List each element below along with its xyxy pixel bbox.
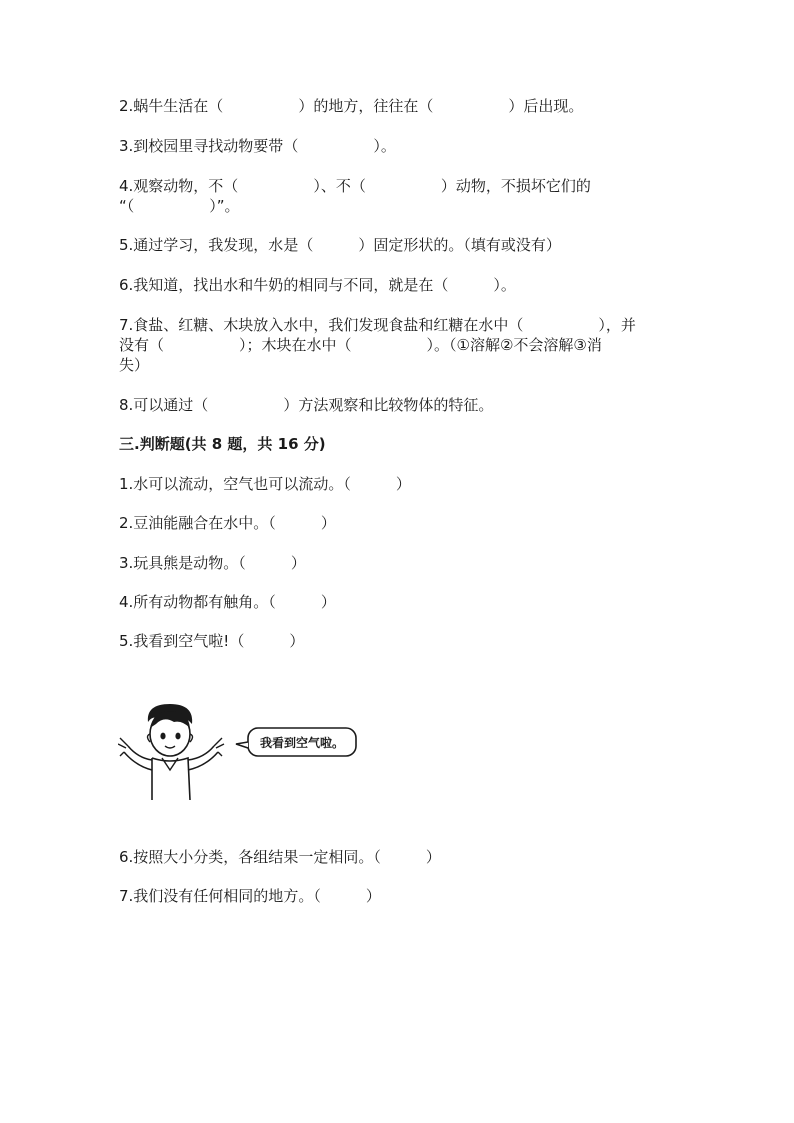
question-fill-3: 3.到校园里寻找动物要带（ ）。 [119, 137, 396, 155]
question-judge-2: 2.豆油能融合在水中。（ ） [119, 514, 336, 532]
question-judge-1: 1.水可以流动，空气也可以流动。（ ） [119, 475, 411, 493]
question-fill-8: 8.可以通过（ ）方法观察和比较物体的特征。 [119, 396, 494, 414]
question-fill-6: 6.我知道，找出水和牛奶的相同与不同，就是在（ ）。 [119, 276, 516, 294]
question-judge-7: 7.我们没有任何相同的地方。（ ） [119, 887, 381, 905]
question-fill-7: 7.食盐、红糖、木块放入水中，我们发现食盐和红糖在水中（ ），并 没有（ ）；木块在水中（ ）。（①溶解②不会溶解③消 失） [119, 316, 636, 374]
question-judge-6: 6.按照大小分类，各组结果一定相同。（ ） [119, 848, 441, 866]
question-fill-5: 5.通过学习，我发现，水是（ ）固定形状的。（填有或没有） [119, 236, 561, 254]
question-fill-2: 2.蜗牛生活在（ ）的地方，往往在（ ）后出现。 [119, 97, 584, 115]
question-judge-5: 5.我看到空气啦!（ ） [119, 632, 305, 650]
speech-text: 我看到空气啦。 [259, 736, 345, 750]
section-heading: 三.判断题(共 8 题，共 16 分) [119, 435, 326, 453]
question-fill-4: 4.观察动物，不（ ）、不（ ）动物，不损坏它们的 “（ ）”。 [119, 177, 591, 215]
boy-illustration [118, 700, 368, 810]
question-judge-3: 3.玩具熊是动物。（ ） [119, 554, 306, 572]
question-judge-4: 4.所有动物都有触角。（ ） [119, 593, 336, 611]
